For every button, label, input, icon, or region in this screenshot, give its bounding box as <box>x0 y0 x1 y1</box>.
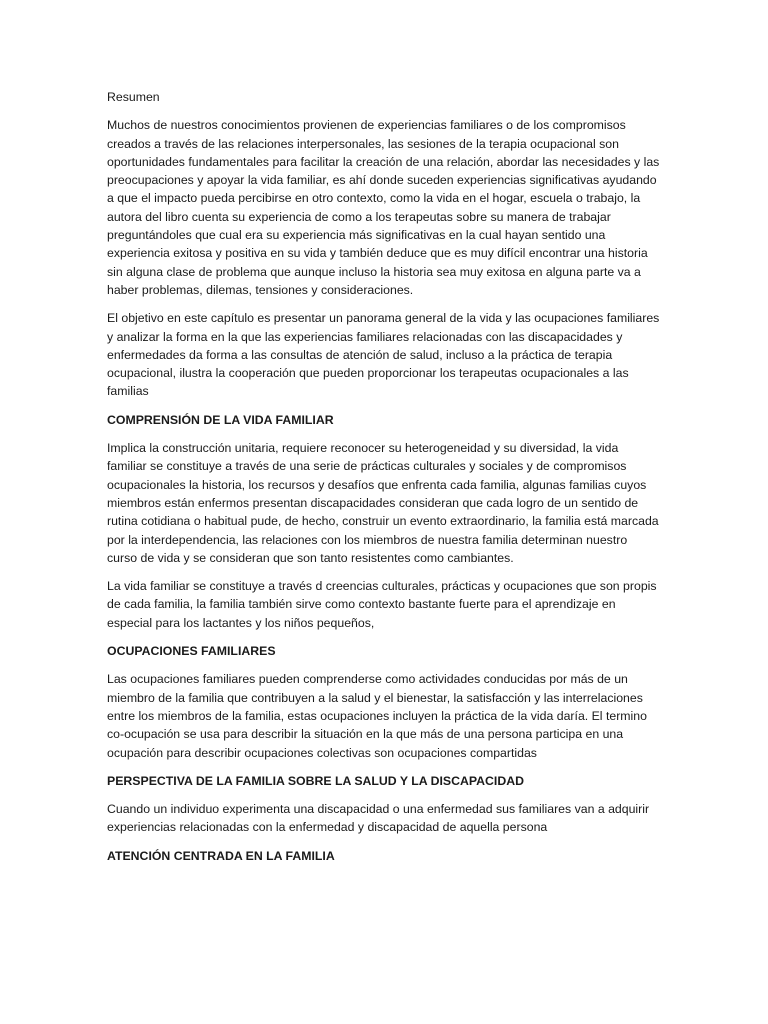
section-heading: PERSPECTIVA DE LA FAMILIA SOBRE LA SALUD Y LA DISCAPACIDAD <box>107 773 524 788</box>
section-paragraph: Cuando un individuo experimenta una discapacidad o una enfermedad sus familiares van a adquirir experiencias relacionadas con la enfermedad y discapacidad de aquella persona <box>107 802 650 835</box>
document-page <box>107 88 660 875</box>
section-paragraph: Implica la construcción unitaria, requiere reconocer su heterogeneidad y su diversidad, la vida familiar se constituye a través de una serie de prácticas culturales y sociales y de compromisos ocupacionales la historia, los recursos y desafíos que enfrenta cada familia, algunas familias cuyos miembros están enfermos presentan discapacidades consideran que cada logro de un sentido de rutina cotidiana o habitual pude, de hecho, construir un evento extraordinario, la familia está marcada por la interdependencia, las relaciones con los miembros de nuestra familia determinan nuestro curso de vida y se consideran que son tanto resistentes como cambiantes. <box>107 441 659 565</box>
intro-paragraph: Muchos de nuestros conocimientos provienen de experiencias familiares o de los compromisos creados a través de las relaciones interpersonales, las sesiones de la terapia ocupacional son oportunidades fundamentales para facilitar la creación de una relación, abordar las necesidades y las preocupaciones y apoyar la vida familiar, es ahí donde suceden experiencias significativas ayudando a que el impacto pueda percibirse en otro contexto, como la vida en el hogar, escuela o trabajo, la autora del libro cuenta su experiencia de como a los terapeutas sobre su manera de trabajar preguntándoles que cual era su experiencia más significativas en la cual hayan sentido una experiencia exitosa y positiva en su vida y también deduce que es muy difícil encontrar una historia sin alguna clase de problema que aunque incluso la historia sea muy exitosa en alguna parte va a haber problemas, dilemas, tensiones y consideraciones. <box>107 118 660 297</box>
intro-paragraph: El objetivo en este capítulo es presentar un panorama general de la vida y las ocupaciones familiares y analizar la forma en la que las experiencias familiares relacionadas con las discapacidades y enfermedades da forma a las consultas de atención de salud, incluso a la práctica de terapia ocupacional, ilustra la cooperación que pueden proporcionar los terapeutas ocupacionales a las familias <box>107 311 660 399</box>
section-paragraph: Las ocupaciones familiares pueden comprenderse como actividades conducidas por más de un miembro de la familia que contribuyen a la salud y el bienestar, la satisfacción y las interrelaciones entre los miembros de la familia, estas ocupaciones incluyen la práctica de la vida daría. El termino co-ocupación se usa para describir la situación en la que más de una persona participa en una ocupación para describir ocupaciones colectivas son ocupaciones compartidas <box>107 672 647 760</box>
document-title: Resumen <box>107 90 160 104</box>
section-heading: COMPRENSIÓN DE LA VIDA FAMILIAR <box>107 412 334 427</box>
section-paragraph: La vida familiar se constituye a través d creencias culturales, prácticas y ocupaciones que son propis de cada familia, la familia también sirve como contexto bastante fuerte para el aprendizaje en especial para los lactantes y los niños pequeños, <box>107 579 657 630</box>
section-heading: ATENCIÓN CENTRADA EN LA FAMILIA <box>107 848 335 863</box>
section-heading: OCUPACIONES FAMILIARES <box>107 644 276 659</box>
